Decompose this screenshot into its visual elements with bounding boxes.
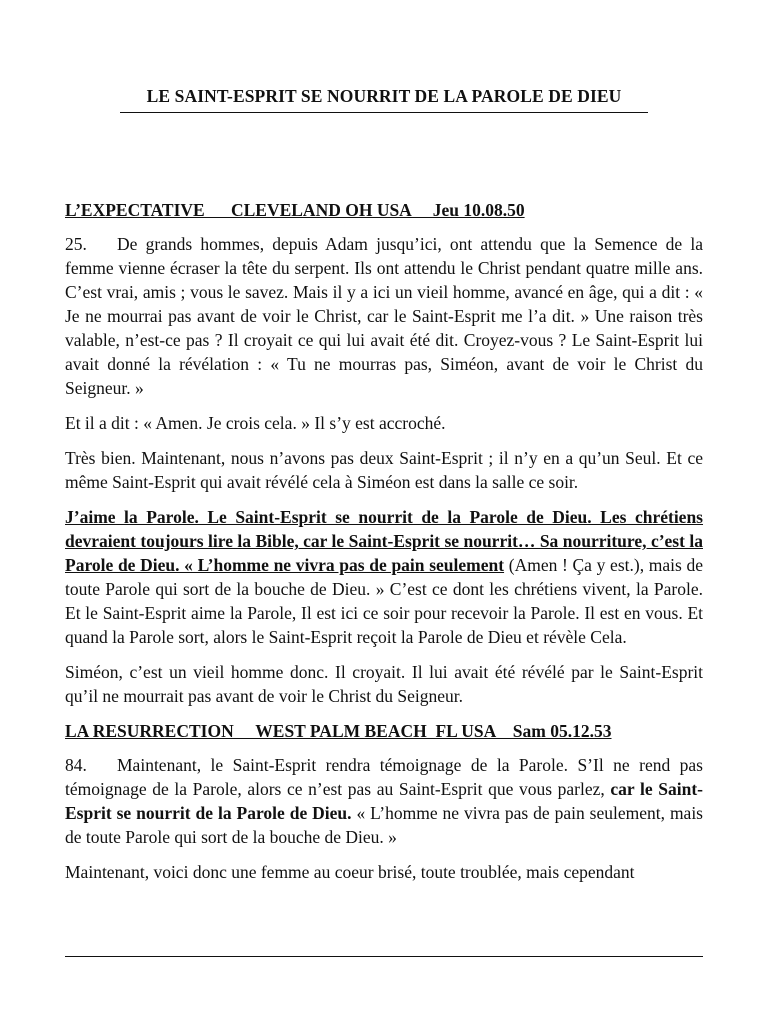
emphasized-text: J’aime la Parole. Le Saint-Esprit se nourrit de la Parole de Dieu. Les chrétiens devraient toujours lire la Bible, car le Saint-Esprit se nourrit… Sa nourriture, c’est la Parole de Dieu. « L’homme ne vivra pas de pain seulement [65, 507, 703, 575]
section-heading: LA RESURRECTION WEST PALM BEACH FL USA Sam 05.12.53 [65, 721, 612, 741]
paragraph-text: (Amen ! Ça y est.), mais de toute Parole qui sort de la bouche de Dieu. » C’est ce dont les chrétiens vivent, la Parole. Et le Saint-Esprit aime la Parole, Il est ici ce soir pour recevoir la Parole. Il est en vous. Et quand la Parole sort, alors le Saint-Esprit reçoit la Parole de Dieu et révèle Cela. [65, 555, 703, 647]
title-underline [120, 112, 648, 113]
page-title: LE SAINT-ESPRIT SE NOURRIT DE LA PAROLE DE DIEU [146, 86, 622, 106]
bold-text: car le Saint-Esprit se nourrit de la Parole de Dieu. [65, 779, 703, 823]
title-block [0, 86, 768, 113]
document-body [65, 198, 703, 884]
paragraph: Maintenant, voici donc une femme au coeur brisé, toute troublée, mais cependant [65, 862, 635, 882]
paragraph-text: Maintenant, le Saint-Esprit rendra témoignage de la Parole. S’Il ne rend pas témoignage de la Parole, alors ce n’est pas au Saint-Esprit que vous parlez, [65, 755, 703, 799]
paragraph [65, 232, 703, 400]
paragraph-text: « L’homme ne vivra pas de pain seulement, mais de toute Parole qui sort de la bouche de Dieu. » [65, 803, 703, 847]
paragraph-number: 84. [65, 755, 87, 775]
paragraph: Siméon, c’est un vieil homme donc. Il croyait. Il lui avait été révélé par le Saint-Esprit qu’il ne mourrait pas avant de voir le Christ du Seigneur. [65, 662, 703, 706]
paragraph [65, 753, 703, 849]
section-heading: L’EXPECTATIVE CLEVELAND OH USA Jeu 10.08.50 [65, 200, 525, 220]
paragraph: Et il a dit : « Amen. Je crois cela. » Il s’y est accroché. [65, 413, 446, 433]
paragraph [65, 505, 703, 649]
paragraph: Très bien. Maintenant, nous n’avons pas deux Saint-Esprit ; il n’y en a qu’un Seul. Et ce même Saint-Esprit qui avait révélé cela à Siméon est dans la salle ce soir. [65, 448, 703, 492]
footer-rule [65, 956, 703, 957]
paragraph-text: De grands hommes, depuis Adam jusqu’ici, ont attendu que la Semence de la femme vienne écraser la tête du serpent. Ils ont attendu le Christ pendant quatre mille ans. C’est vrai, amis ; vous le savez. Mais il y a ici un vieil homme, avancé en âge, qui a dit : « Je ne mourrai pas avant de voir le Christ, car le Saint-Esprit me l’a dit. » Une raison très valable, n’est-ce pas ? Il croyait ce qui lui avait été dit. Croyez-vous ? Le Saint-Esprit lui avait donné la révélation : « Tu ne mourras pas, Siméon, avant de voir le Christ du Seigneur. » [65, 234, 703, 398]
paragraph-number: 25. [65, 234, 87, 254]
